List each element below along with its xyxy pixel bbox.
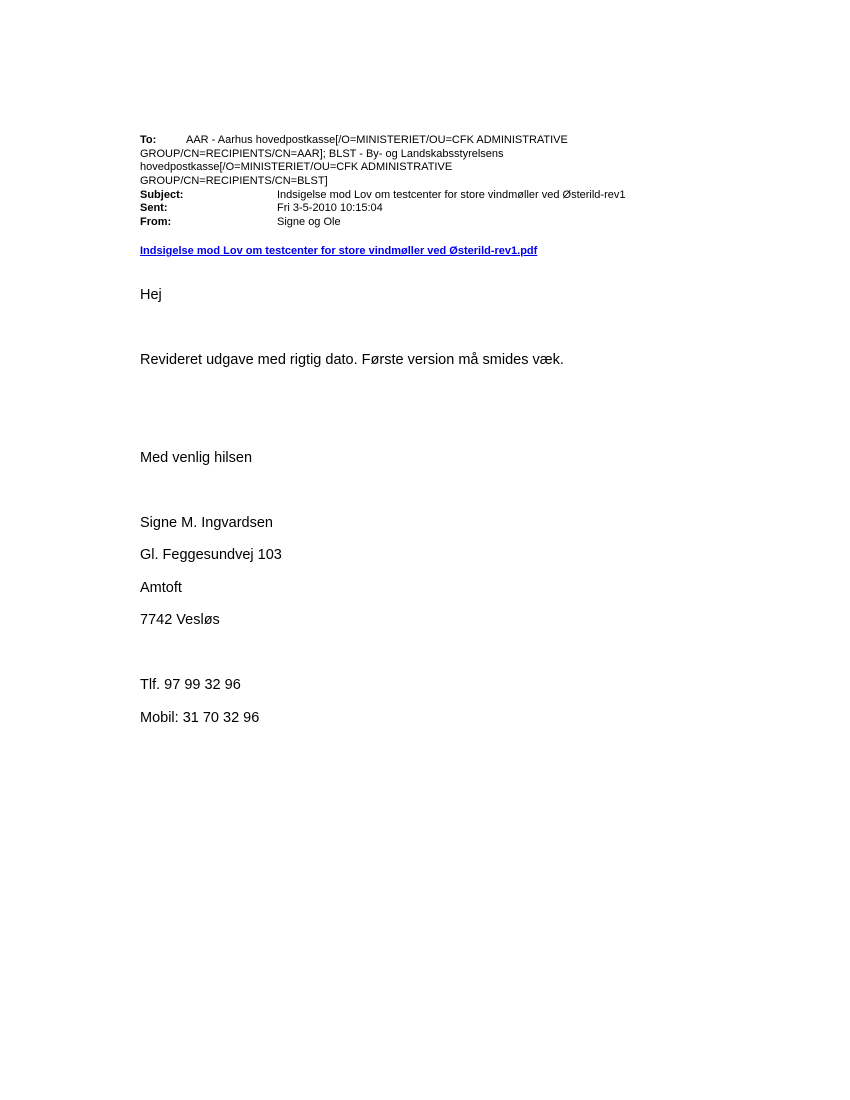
from-line bbox=[140, 216, 740, 230]
sent-value: Fri 3-5-2010 10:15:04 bbox=[277, 202, 383, 215]
to-value-line-4: GROUP/CN=RECIPIENTS/CN=BLST] bbox=[140, 175, 328, 188]
sent-label: Sent: bbox=[140, 202, 168, 215]
subject-value: Indsigelse mod Lov om testcenter for store vindmøller ved Østerild-rev1 bbox=[277, 188, 626, 201]
email-header bbox=[140, 134, 740, 230]
subject-label: Subject: bbox=[140, 188, 184, 201]
to-value-line-3: hovedpostkasse[/O=MINISTERIET/OU=CFK ADMINISTRATIVE bbox=[140, 161, 453, 174]
to-continuation bbox=[140, 175, 740, 189]
message: Revideret udgave med rigtig dato. Første version må smides væk. bbox=[140, 352, 564, 368]
signature-phone: Tlf. 97 99 32 96 bbox=[140, 677, 241, 693]
signature-postal: 7742 Vesløs bbox=[140, 612, 220, 628]
to-value-line-1: AAR - Aarhus hovedpostkasse[/O=MINISTERIET/OU=CFK ADMINISTRATIVE bbox=[186, 134, 568, 146]
signature-street: Gl. Feggesundvej 103 bbox=[140, 547, 282, 563]
to-continuation bbox=[140, 148, 740, 162]
signature-mobile: Mobil: 31 70 32 96 bbox=[140, 710, 260, 726]
closing: Med venlig hilsen bbox=[140, 450, 253, 466]
from-value: Signe og Ole bbox=[277, 216, 341, 229]
to-value-line-2: GROUP/CN=RECIPIENTS/CN=AAR]; BLST - By- og Landskabsstyrelsens bbox=[140, 147, 504, 160]
from-label: From: bbox=[140, 216, 172, 229]
greeting: Hej bbox=[140, 287, 162, 303]
signature-area: Amtoft bbox=[140, 580, 182, 596]
sent-line bbox=[140, 202, 740, 216]
signature-name: Signe M. Ingvardsen bbox=[140, 515, 273, 531]
subject-line bbox=[140, 189, 740, 203]
to-label: To: bbox=[140, 134, 157, 146]
attachment-link[interactable]: Indsigelse mod Lov om testcenter for store vindmøller ved Østerild-rev1.pdf bbox=[140, 245, 538, 257]
to-line bbox=[140, 134, 740, 148]
to-continuation bbox=[140, 161, 740, 175]
